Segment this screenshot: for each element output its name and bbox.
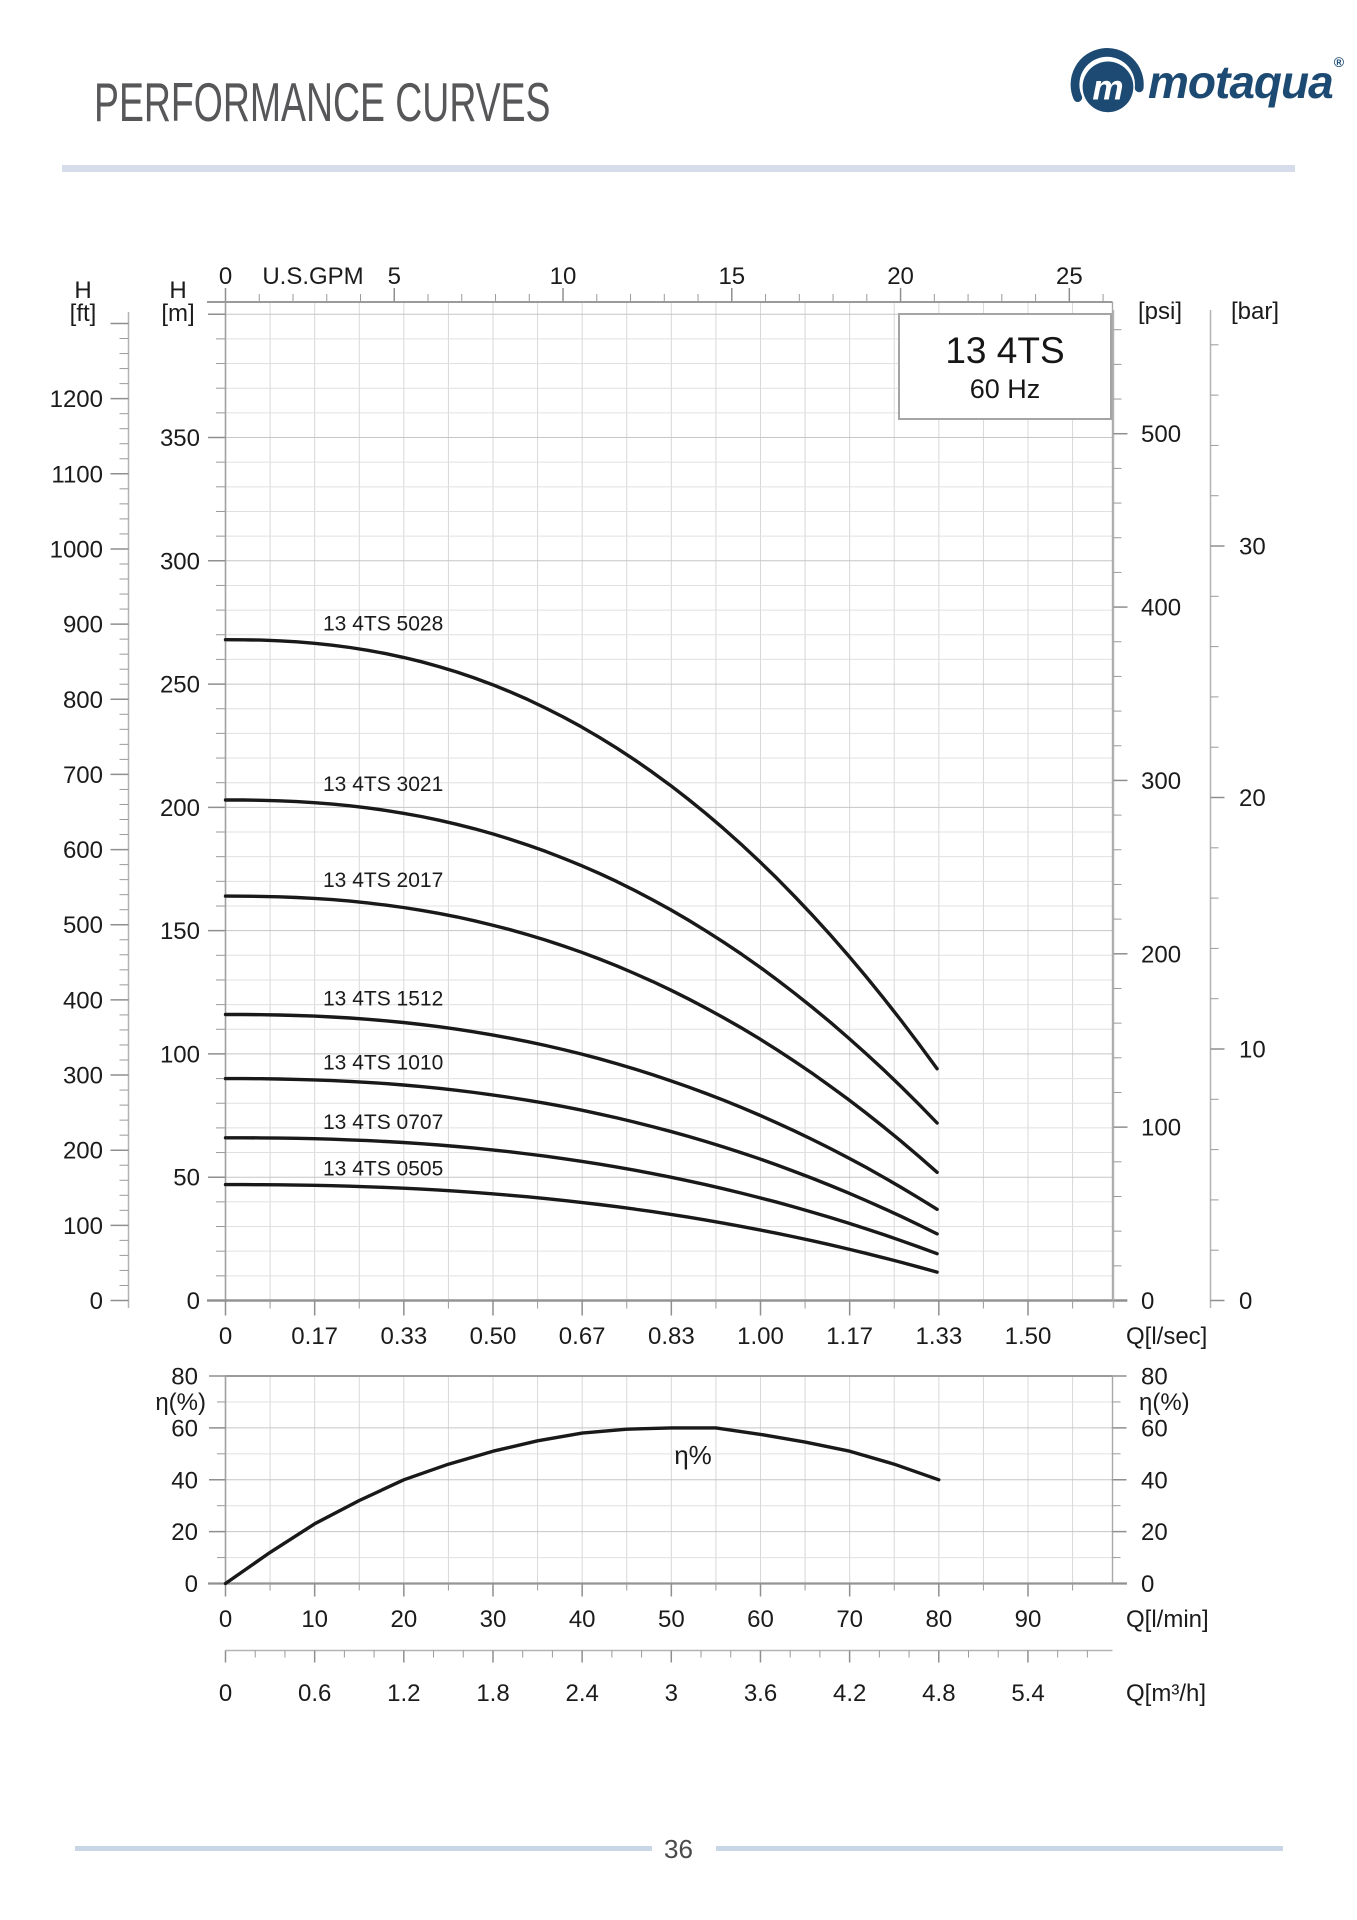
- h-m-tick-label: 350: [159, 425, 200, 453]
- h-m-tick-label: 150: [159, 918, 200, 946]
- pump-curve: [226, 1138, 938, 1254]
- m3h-tick-label: 4.8: [922, 1680, 956, 1707]
- pump-curve-label: 13 4TS 0707: [323, 1110, 444, 1134]
- lsec-tick-label: 1.17: [826, 1323, 874, 1350]
- eff-tick-label-left: 60: [171, 1415, 198, 1443]
- lmin-tick-label: 80: [925, 1606, 953, 1633]
- lmin-tick-label: 50: [657, 1606, 685, 1633]
- lmin-tick-label: 0: [218, 1606, 233, 1633]
- bar-tick-label: 30: [1239, 533, 1266, 561]
- pump-curve-label: 13 4TS 5028: [323, 612, 444, 636]
- lmin-tick-label: 90: [1014, 1606, 1042, 1633]
- gpm-tick-label: 0: [218, 263, 233, 290]
- m3h-axis-title: Q[m³/h]: [1126, 1680, 1207, 1707]
- lsec-tick-label: 0.50: [469, 1323, 517, 1350]
- pump-curve-label: 13 4TS 0505: [323, 1157, 444, 1181]
- h-ft-tick-label: 700: [62, 761, 103, 789]
- gpm-tick-label: 5: [387, 263, 401, 290]
- registered-mark-icon: ®: [1333, 54, 1345, 70]
- bar-tick-label: 0: [1239, 1288, 1253, 1315]
- h-ft-tick-label: 600: [62, 837, 103, 865]
- page-title: PERFORMANCE CURVES: [94, 71, 551, 133]
- pump-curve-label: 13 4TS 1512: [323, 987, 444, 1011]
- eff-tick-label-right: 60: [1141, 1415, 1168, 1443]
- m3h-tick-label: 5.4: [1011, 1680, 1045, 1707]
- lmin-tick-label: 30: [479, 1606, 507, 1633]
- psi-tick-label: 200: [1141, 941, 1182, 969]
- eff-tick-label-right: 80: [1141, 1363, 1168, 1391]
- lmin-axis-title: Q[l/min]: [1126, 1606, 1209, 1633]
- lsec-tick-label: 0.83: [647, 1323, 695, 1350]
- lsec-tick-label: 0.33: [380, 1323, 428, 1350]
- lsec-axis-title: Q[l/sec]: [1126, 1323, 1208, 1350]
- lmin-tick-label: 70: [836, 1606, 864, 1633]
- h-ft-tick-label: 1100: [51, 461, 103, 489]
- m3h-tick-label: 4.2: [833, 1680, 867, 1707]
- lmin-tick-label: 40: [568, 1606, 596, 1633]
- pump-curve-label: 13 4TS 2017: [323, 869, 444, 893]
- h-ft-tick-label: 800: [62, 686, 103, 714]
- lsec-tick-label: 1.33: [915, 1323, 963, 1350]
- h-ft-axis-title: H: [74, 277, 92, 304]
- eff-tick-label-right: 0: [1141, 1571, 1155, 1598]
- page-number: 36: [664, 1834, 693, 1864]
- eff-axis-title-left: η(%): [155, 1389, 206, 1416]
- eff-tick-label-left: 20: [171, 1519, 198, 1547]
- efficiency-curve-label: η%: [674, 1440, 712, 1470]
- h-ft-tick-label: 900: [62, 611, 103, 639]
- pump-curve-label: 13 4TS 1010: [323, 1051, 444, 1075]
- lsec-tick-label: 1.50: [1004, 1323, 1052, 1350]
- gpm-tick-label: 15: [718, 263, 746, 290]
- eff-axis-title-right: η(%): [1139, 1389, 1190, 1416]
- h-m-tick-label: 300: [159, 548, 200, 576]
- gpm-axis-title: U.S.GPM: [262, 263, 364, 290]
- lsec-tick-label: 1.00: [737, 1323, 784, 1350]
- eff-tick-label-left: 0: [184, 1571, 198, 1598]
- h-m-tick-label: 250: [159, 671, 200, 699]
- brand-monogram: m: [1092, 68, 1124, 108]
- h-ft-tick-label: 1200: [49, 386, 103, 414]
- eff-tick-label-right: 40: [1141, 1467, 1168, 1495]
- gpm-tick-label: 20: [887, 263, 914, 290]
- eff-tick-label-left: 40: [171, 1467, 198, 1495]
- lsec-tick-label: 0: [218, 1323, 233, 1350]
- m3h-tick-label: 1.8: [476, 1680, 510, 1707]
- lsec-tick-label: 0.17: [291, 1323, 339, 1350]
- psi-tick-label: 500: [1141, 421, 1182, 449]
- h-ft-tick-label: 200: [62, 1137, 103, 1165]
- pump-curve-label: 13 4TS 3021: [323, 772, 444, 796]
- m3h-tick-label: 0.6: [297, 1680, 332, 1707]
- pump-model-label: 13 4TS: [945, 329, 1065, 371]
- pump-curve: [226, 1185, 938, 1273]
- h-ft-tick-label: 400: [62, 987, 103, 1015]
- h-ft-axis-title: [ft]: [69, 300, 97, 327]
- m3h-tick-label: 3: [664, 1680, 679, 1707]
- m3h-tick-label: 1.2: [387, 1680, 421, 1707]
- h-m-tick-label: 50: [173, 1164, 200, 1192]
- m3h-tick-label: 3.6: [743, 1680, 778, 1707]
- h-m-tick-label: 100: [159, 1041, 200, 1069]
- m3h-tick-label: 2.4: [565, 1680, 599, 1707]
- brand-name: motaqua: [1148, 56, 1333, 108]
- psi-tick-label: 100: [1141, 1114, 1182, 1142]
- h-ft-tick-label: 1000: [49, 536, 103, 564]
- eff-tick-label-right: 20: [1141, 1519, 1168, 1547]
- chart-legend: [898, 313, 1112, 420]
- eff-tick-label-left: 80: [171, 1363, 198, 1391]
- h-m-tick-label: 0: [186, 1288, 200, 1315]
- h-m-tick-label: 200: [159, 794, 200, 822]
- h-ft-tick-label: 0: [89, 1288, 103, 1315]
- h-ft-tick-label: 100: [62, 1212, 103, 1240]
- gpm-tick-label: 10: [549, 263, 577, 290]
- h-ft-tick-label: 500: [62, 912, 103, 940]
- frequency-label: 60 Hz: [969, 373, 1041, 404]
- bar-axis-title: [bar]: [1230, 298, 1280, 325]
- lmin-tick-label: 10: [301, 1606, 329, 1633]
- lsec-tick-label: 0.67: [558, 1323, 606, 1350]
- gpm-tick-label: 25: [1055, 263, 1083, 290]
- h-m-axis-title: [m]: [161, 300, 195, 327]
- h-ft-tick-label: 300: [62, 1062, 103, 1090]
- m3h-tick-label: 0: [218, 1680, 233, 1707]
- pump-curve: [226, 1079, 938, 1234]
- bar-tick-label: 20: [1239, 785, 1266, 813]
- h-m-axis-title: H: [169, 277, 187, 304]
- psi-tick-label: 300: [1141, 767, 1182, 795]
- psi-tick-label: 0: [1141, 1288, 1155, 1315]
- bar-tick-label: 10: [1239, 1036, 1266, 1064]
- psi-axis-title: [psi]: [1137, 298, 1183, 325]
- lmin-tick-label: 20: [390, 1606, 418, 1633]
- lmin-tick-label: 60: [747, 1606, 774, 1633]
- psi-tick-label: 400: [1141, 594, 1182, 622]
